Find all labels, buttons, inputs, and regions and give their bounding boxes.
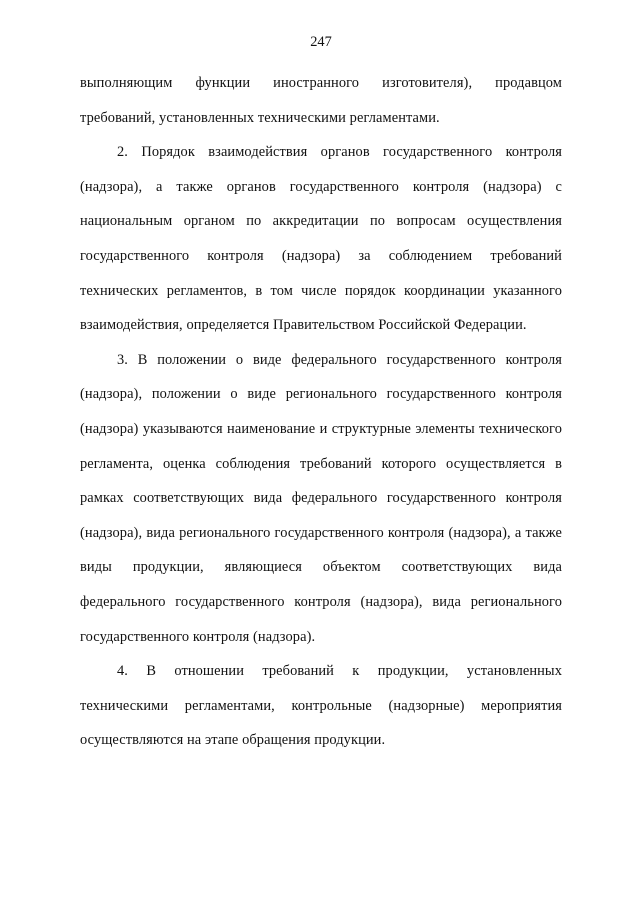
paragraph-3: 3. В положении о виде федерального государственного контроля (надзора), положении о виде регионального государственного контроля (надзора) указываются наименование и структурные элементы технического регламента, оценка соблюдения требований которого осуществляется в рамках соответствующих вида федерального государственного контроля (надзора), вида регионального государственного контроля (надзора), а также виды продукции, являющиеся объектом соответствующих вида федерального государственного контроля (надзора), вида регионального государственного контроля (надзора). (80, 351, 562, 645)
page-number: 247 (310, 34, 332, 50)
paragraph-4: 4. В отношении требований к продукции, установленных техническими регламентами, контрольные (надзорные) мероприятия осуществляются на этапе обращения продукции. (80, 663, 562, 749)
paragraph-2: 2. Порядок взаимодействия органов государственного контроля (надзора), а также органов государственного контроля (надзора) с национальным органом по аккредитации по вопросам осуществления государственного контроля (надзора) за соблюдением требований технических регламентов, в том числе порядок координации указанного взаимодействия, определяется Правительством Российской Федерации. (80, 144, 562, 334)
paragraph-continuation: выполняющим функции иностранного изготовителя), продавцом требований, установленных техническими регламентами. (80, 75, 562, 126)
